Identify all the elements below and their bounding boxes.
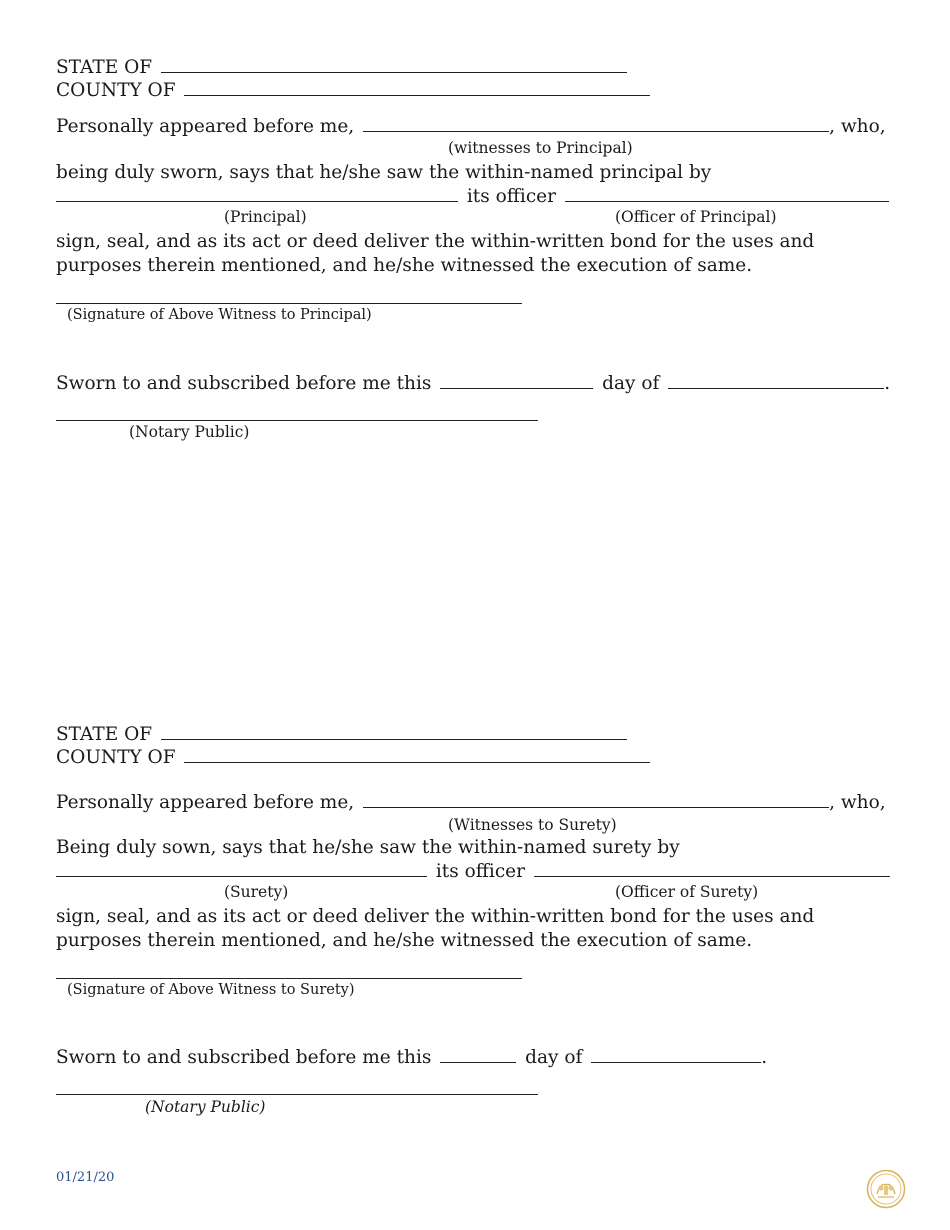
sworn-line: being duly sworn, says that he/she saw the within-named principal by: [56, 162, 712, 183]
officer-field[interactable]: [565, 185, 889, 202]
state-label: STATE OF: [56, 57, 153, 78]
county-field[interactable]: [184, 79, 650, 96]
its-officer-label: its officer: [466, 186, 556, 207]
state-field[interactable]: [161, 56, 627, 73]
witnesses-field[interactable]: [363, 115, 829, 132]
period: .: [884, 373, 891, 394]
state-field[interactable]: [161, 723, 627, 740]
revision-date: 01/21/20: [56, 1170, 115, 1185]
month-field[interactable]: [668, 372, 884, 389]
notary-caption: (Notary Public): [145, 1098, 266, 1116]
appeared-tail: , who,: [829, 116, 886, 137]
appeared-line: [56, 791, 886, 814]
state-line: [56, 723, 630, 746]
witnesses-field[interactable]: [363, 791, 829, 808]
execution-paragraph: sign, seal, and as its act or deed deliver the within-written bond for the uses and purposes therein mentioned, and he/she witnessed the execution of same.: [56, 906, 815, 951]
county-label: COUNTY OF: [56, 747, 176, 768]
state-seal-icon: [866, 1169, 906, 1209]
witness-signature-field[interactable]: [56, 302, 522, 304]
principal-caption: (Principal): [224, 208, 307, 226]
sworn-date-line: [56, 372, 890, 395]
notary-signature-field[interactable]: [56, 419, 538, 421]
witness-signature-field[interactable]: [56, 977, 522, 979]
notary-caption: (Notary Public): [129, 423, 250, 441]
officer-caption: (Officer of Surety): [615, 883, 759, 901]
day-field[interactable]: [440, 1046, 516, 1063]
execution-paragraph: sign, seal, and as its act or deed deliver the within-written bond for the uses and purposes therein mentioned, and he/she witnessed the execution of same.: [56, 231, 815, 276]
sworn-lead: Sworn to and subscribed before me this: [56, 1047, 432, 1068]
signature-caption: (Signature of Above Witness to Principal): [67, 307, 372, 323]
principal-officer-line: [56, 185, 892, 208]
surety-caption: (Surety): [224, 883, 289, 901]
county-field[interactable]: [184, 746, 650, 763]
its-officer-label: its officer: [435, 861, 525, 882]
county-line: [56, 79, 653, 102]
day-of-label: day of: [602, 373, 660, 394]
officer-field[interactable]: [534, 860, 890, 877]
witness-caption: (witnesses to Principal): [448, 139, 633, 157]
period: .: [761, 1047, 768, 1068]
witness-caption: (Witnesses to Surety): [448, 816, 617, 834]
appeared-tail: , who,: [829, 792, 886, 813]
principal-field[interactable]: [56, 185, 458, 202]
county-label: COUNTY OF: [56, 80, 176, 101]
appeared-lead: Personally appeared before me,: [56, 116, 355, 137]
surety-field[interactable]: [56, 860, 427, 877]
county-line: [56, 746, 653, 769]
sworn-date-line: [56, 1046, 767, 1069]
signature-caption: (Signature of Above Witness to Surety): [67, 982, 355, 998]
sworn-line: Being duly sown, says that he/she saw the within-named surety by: [56, 837, 680, 858]
appeared-line: [56, 115, 886, 138]
officer-caption: (Officer of Principal): [615, 208, 777, 226]
sworn-lead: Sworn to and subscribed before me this: [56, 373, 432, 394]
notary-signature-field[interactable]: [56, 1093, 538, 1095]
appeared-lead: Personally appeared before me,: [56, 792, 355, 813]
day-of-label: day of: [525, 1047, 583, 1068]
state-line: [56, 56, 630, 79]
month-field[interactable]: [591, 1046, 761, 1063]
state-label: STATE OF: [56, 724, 153, 745]
day-field[interactable]: [440, 372, 593, 389]
surety-officer-line: [56, 860, 893, 883]
